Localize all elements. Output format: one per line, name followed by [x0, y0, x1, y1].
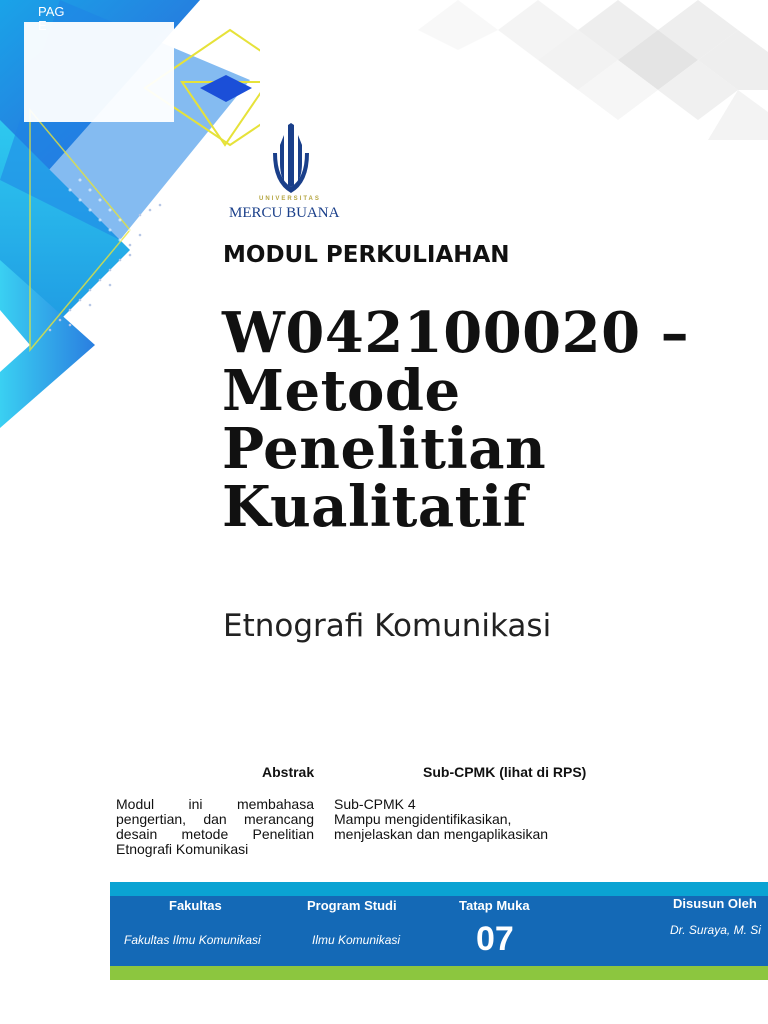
- logo-name: MERCU BUANA: [229, 205, 340, 221]
- sub-cpmk-text: [334, 797, 584, 842]
- disusun-oleh-label: Disusun Oleh: [673, 896, 757, 911]
- footer-bottom-stripe: [110, 966, 768, 980]
- tatap-muka-value: 07: [476, 920, 514, 958]
- program-studi-label: Program Studi: [307, 898, 397, 913]
- page-tag: PAGE: [38, 4, 65, 33]
- course-title: W042100020 – Metode Penelitian Kualitatif: [222, 300, 690, 540]
- sub-cpmk-heading: Sub-CPMK (lihat di RPS): [423, 764, 587, 780]
- university-logo: [222, 118, 360, 228]
- abstract-text: Modul ini membahasa pengertian, dan merancang desain metode Penelitian Etnografi Komunikasi: [116, 796, 314, 857]
- decorative-diamond-pattern: [368, 0, 768, 140]
- disusun-oleh-value: Dr. Suraya, M. Si: [670, 923, 761, 937]
- program-studi-value: Ilmu Komunikasi: [312, 933, 401, 947]
- footer-top-stripe: [110, 882, 768, 896]
- module-label: MODUL PERKULIAHAN: [223, 242, 510, 268]
- sub-cpmk-description: Mampu mengidentifikasikan, menjelaskan dan mengaplikasikan: [334, 811, 549, 842]
- tatap-muka-label: Tatap Muka: [459, 898, 530, 913]
- white-cover-box: [24, 22, 174, 122]
- fakultas-value: Fakultas Ilmu Komunikasi: [124, 933, 261, 947]
- mercu-buana-emblem-icon: [267, 123, 315, 195]
- module-subtitle: Etnografi Komunikasi: [223, 608, 552, 644]
- abstract-heading: Abstrak: [262, 764, 315, 780]
- sub-cpmk-number: Sub-CPMK 4: [334, 796, 416, 812]
- logo-small-text: UNIVERSITAS: [259, 196, 321, 202]
- info-footer-band: [110, 882, 768, 980]
- fakultas-label: Fakultas: [169, 898, 222, 913]
